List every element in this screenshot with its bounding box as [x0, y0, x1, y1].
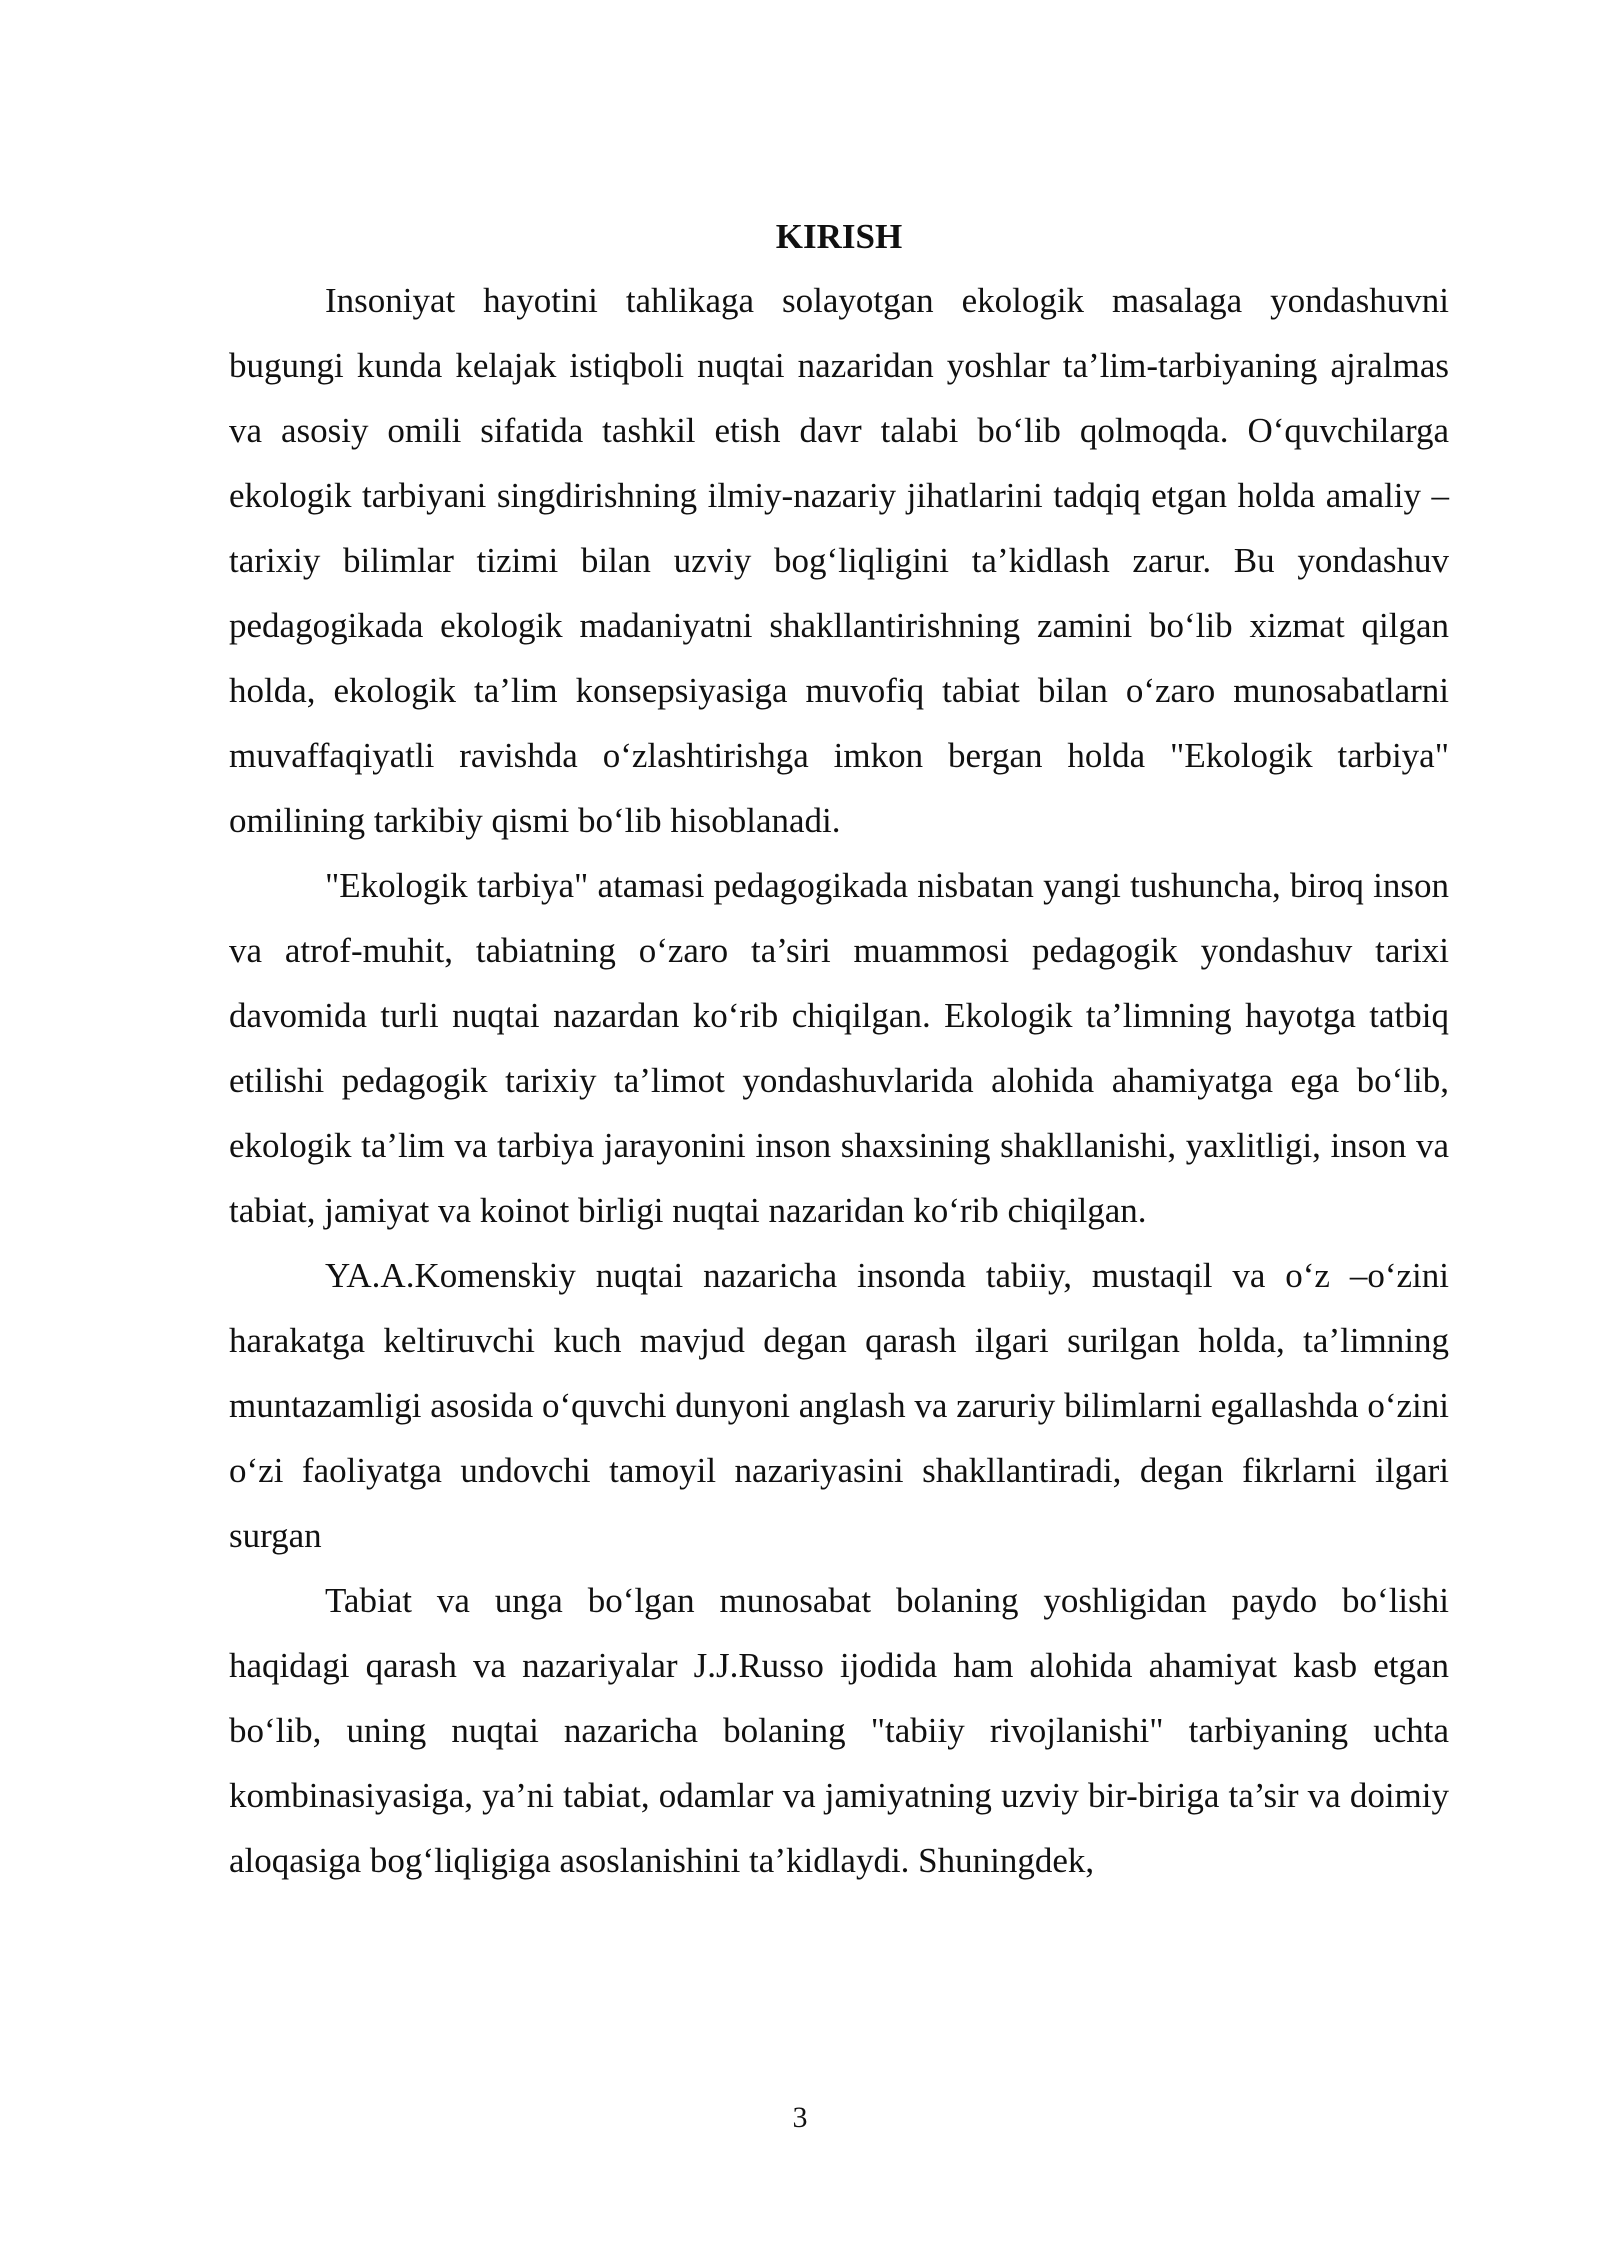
document-page: [229, 212, 1449, 1893]
document-title: KIRISH: [775, 217, 903, 256]
page-number: 3: [792, 2101, 808, 2134]
paragraph-intro: Insoniyat hayotini tahlikaga solayotgan ekologik masalaga yondashuvni bugungi kunda kelajak istiqboli nuqtai nazaridan yoshlar ta’lim-tarbiyaning ajralmas va asosiy omili sifatida tashkil etish davr talabi bo‘lib qolmoqda. O‘quvchilarga ekologik tarbiyani singdirishning ilmiy-nazariy jihatlarini tadqiq etgan holda amaliy – tarixiy bilimlar tizimi bilan uzviy bog‘liqligini ta’kidlash zarur. Bu yondashuv pedagogikada ekologik madaniyatni shakllantirishning zamini bo‘lib xizmat qilgan holda, ekologik ta’lim konsepsiyasiga muvofiq tabiat bilan o‘zaro munosabatlarni muvaffaqiyatli ravishda o‘zlashtirishga imkon bergan holda "Ekologik tarbiya" omilining tarkibiy qismi bo‘lib hisoblanadi.: [229, 281, 1449, 840]
paragraph-ecological-education: "Ekologik tarbiya" atamasi pedagogikada nisbatan yangi tushuncha, biroq inson va atrof-muhit, tabiatning o‘zaro ta’siri muammosi pedagogik yondashuv tarixi davomida turli nuqtai nazardan ko‘rib chiqilgan. Ekologik ta’limning hayotga tatbiq etilishi pedagogik tarixiy ta’limot yondashuvlarida alohida ahamiyatga ega bo‘lib, ekologik ta’lim va tarbiya jarayonini inson shaxsining shakllanishi, yaxlitligi, inson va tabiat, jamiyat va koinot birligi nuqtai nazaridan ko‘rib chiqilgan.: [229, 866, 1449, 1230]
paragraph-komenskiy: YA.A.Komenskiy nuqtai nazaricha insonda tabiiy, mustaqil va o‘z –o‘zini harakatga keltiruvchi kuch mavjud degan qarash ilgari surilgan holda, ta’limning muntazamligi asosida o‘quvchi dunyoni anglash va zaruriy bilimlarni egallashda o‘zini o‘zi faoliyatga undovchi tamoyil nazariyasini shakllantiradi, degan fikrlarni ilgari surgan: [229, 1256, 1449, 1555]
paragraph-russo: Tabiat va unga bo‘lgan munosabat bolaning yoshligidan paydo bo‘lishi haqidagi qarash va nazariyalar J.J.Russo ijodida ham alohida ahamiyat kasb etgan bo‘lib, uning nuqtai nazaricha bolaning "tabiiy rivojlanishi" tarbiyaning uchta kombinasiyasiga, ya’ni tabiat, odamlar va jamiyatning uzviy bir-biriga ta’sir va doimiy aloqasiga bog‘liqligiga asoslanishini ta’kidlaydi. Shuningdek,: [229, 1581, 1449, 1880]
